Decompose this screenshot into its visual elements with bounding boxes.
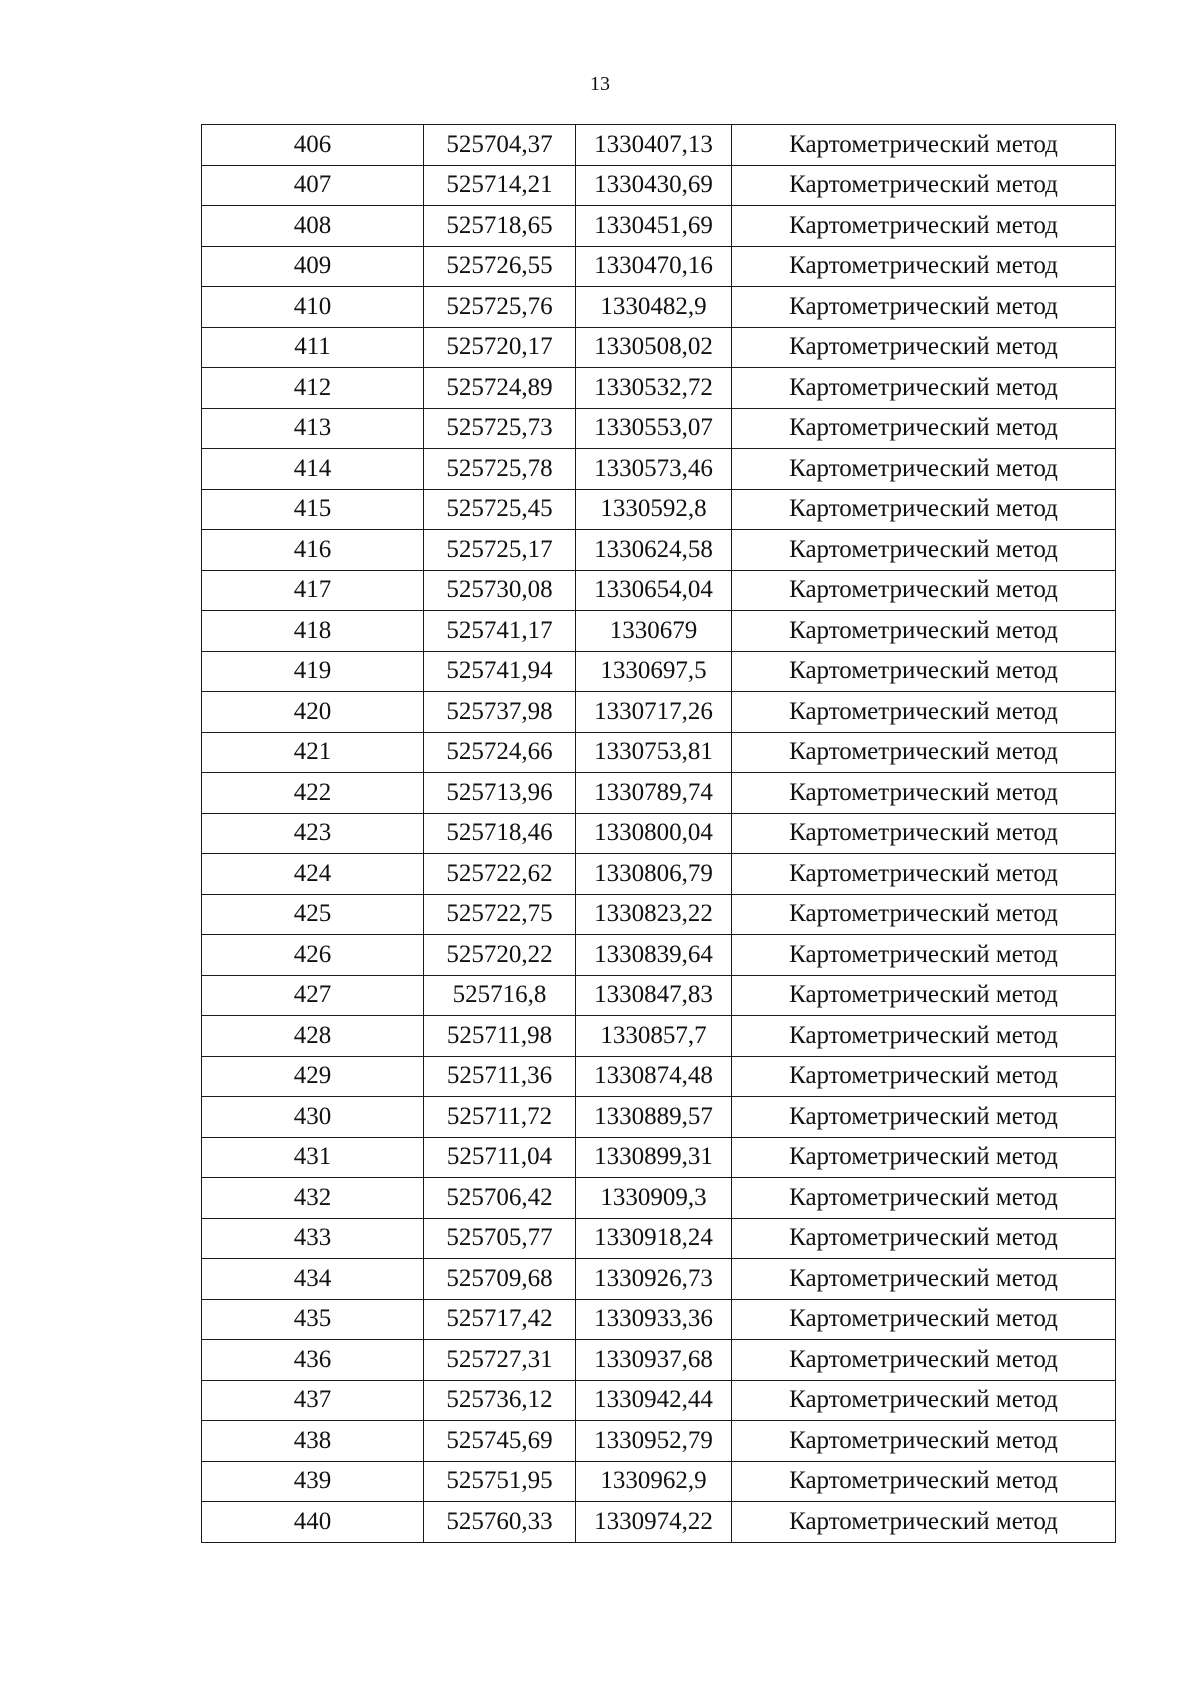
method-cell: Картометрический метод xyxy=(732,530,1116,571)
coordinate-x-cell: 525760,33 xyxy=(424,1502,576,1543)
coordinate-x-cell: 525724,66 xyxy=(424,732,576,773)
coordinate-y-cell: 1330553,07 xyxy=(576,408,732,449)
coordinate-x-cell: 525714,21 xyxy=(424,165,576,206)
coordinate-y-cell: 1330717,26 xyxy=(576,692,732,733)
table-row xyxy=(202,1380,1116,1421)
method-cell: Картометрический метод xyxy=(732,1097,1116,1138)
coordinates-table-body xyxy=(202,125,1116,1543)
table-row xyxy=(202,570,1116,611)
coordinate-y-cell: 1330573,46 xyxy=(576,449,732,490)
coordinate-y-cell: 1330937,68 xyxy=(576,1340,732,1381)
table-row xyxy=(202,125,1116,166)
method-cell: Картометрический метод xyxy=(732,1259,1116,1300)
point-number-cell: 423 xyxy=(202,813,424,854)
point-number-cell: 430 xyxy=(202,1097,424,1138)
table-row xyxy=(202,1218,1116,1259)
coordinate-y-cell: 1330806,79 xyxy=(576,854,732,895)
point-number-cell: 406 xyxy=(202,125,424,166)
coordinate-x-cell: 525751,95 xyxy=(424,1461,576,1502)
coordinate-x-cell: 525725,76 xyxy=(424,287,576,328)
table-row xyxy=(202,773,1116,814)
table-row xyxy=(202,651,1116,692)
method-cell: Картометрический метод xyxy=(732,287,1116,328)
point-number-cell: 413 xyxy=(202,408,424,449)
point-number-cell: 411 xyxy=(202,327,424,368)
method-cell: Картометрический метод xyxy=(732,1421,1116,1462)
coordinate-x-cell: 525717,42 xyxy=(424,1299,576,1340)
coordinate-y-cell: 1330470,16 xyxy=(576,246,732,287)
method-cell: Картометрический метод xyxy=(732,1299,1116,1340)
method-cell: Картометрический метод xyxy=(732,813,1116,854)
coordinate-y-cell: 1330679 xyxy=(576,611,732,652)
coordinate-y-cell: 1330847,83 xyxy=(576,975,732,1016)
coordinate-x-cell: 525704,37 xyxy=(424,125,576,166)
coordinate-x-cell: 525725,45 xyxy=(424,489,576,530)
point-number-cell: 414 xyxy=(202,449,424,490)
point-number-cell: 408 xyxy=(202,206,424,247)
table-row xyxy=(202,368,1116,409)
table-row xyxy=(202,246,1116,287)
method-cell: Картометрический метод xyxy=(732,1380,1116,1421)
point-number-cell: 412 xyxy=(202,368,424,409)
point-number-cell: 425 xyxy=(202,894,424,935)
coordinate-x-cell: 525724,89 xyxy=(424,368,576,409)
method-cell: Картометрический метод xyxy=(732,408,1116,449)
point-number-cell: 438 xyxy=(202,1421,424,1462)
point-number-cell: 416 xyxy=(202,530,424,571)
coordinate-y-cell: 1330654,04 xyxy=(576,570,732,611)
coordinate-x-cell: 525713,96 xyxy=(424,773,576,814)
method-cell: Картометрический метод xyxy=(732,1218,1116,1259)
table-row xyxy=(202,854,1116,895)
coordinate-x-cell: 525720,17 xyxy=(424,327,576,368)
point-number-cell: 437 xyxy=(202,1380,424,1421)
table-row xyxy=(202,975,1116,1016)
coordinate-x-cell: 525736,12 xyxy=(424,1380,576,1421)
method-cell: Картометрический метод xyxy=(732,773,1116,814)
page-number: 13 xyxy=(590,73,610,95)
coordinate-y-cell: 1330592,8 xyxy=(576,489,732,530)
table-row xyxy=(202,1461,1116,1502)
method-cell: Картометрический метод xyxy=(732,1461,1116,1502)
coordinate-y-cell: 1330857,7 xyxy=(576,1016,732,1057)
coordinate-y-cell: 1330962,9 xyxy=(576,1461,732,1502)
table-row xyxy=(202,287,1116,328)
point-number-cell: 439 xyxy=(202,1461,424,1502)
table-row xyxy=(202,206,1116,247)
table-row xyxy=(202,327,1116,368)
coordinate-x-cell: 525725,78 xyxy=(424,449,576,490)
point-number-cell: 434 xyxy=(202,1259,424,1300)
method-cell: Картометрический метод xyxy=(732,894,1116,935)
table-row xyxy=(202,692,1116,733)
coordinate-x-cell: 525730,08 xyxy=(424,570,576,611)
method-cell: Картометрический метод xyxy=(732,206,1116,247)
table-row xyxy=(202,165,1116,206)
coordinate-y-cell: 1330933,36 xyxy=(576,1299,732,1340)
point-number-cell: 431 xyxy=(202,1137,424,1178)
coordinate-x-cell: 525725,73 xyxy=(424,408,576,449)
coordinate-y-cell: 1330508,02 xyxy=(576,327,732,368)
point-number-cell: 418 xyxy=(202,611,424,652)
table-row xyxy=(202,1178,1116,1219)
coordinate-y-cell: 1330909,3 xyxy=(576,1178,732,1219)
method-cell: Картометрический метод xyxy=(732,935,1116,976)
method-cell: Картометрический метод xyxy=(732,1016,1116,1057)
point-number-cell: 422 xyxy=(202,773,424,814)
method-cell: Картометрический метод xyxy=(732,1340,1116,1381)
method-cell: Картометрический метод xyxy=(732,327,1116,368)
coordinate-y-cell: 1330974,22 xyxy=(576,1502,732,1543)
table-row xyxy=(202,1299,1116,1340)
table-row xyxy=(202,408,1116,449)
method-cell: Картометрический метод xyxy=(732,165,1116,206)
coordinate-x-cell: 525737,98 xyxy=(424,692,576,733)
table-row xyxy=(202,1016,1116,1057)
point-number-cell: 429 xyxy=(202,1056,424,1097)
coordinate-y-cell: 1330430,69 xyxy=(576,165,732,206)
point-number-cell: 409 xyxy=(202,246,424,287)
method-cell: Картометрический метод xyxy=(732,1178,1116,1219)
method-cell: Картометрический метод xyxy=(732,1137,1116,1178)
coordinate-x-cell: 525718,46 xyxy=(424,813,576,854)
method-cell: Картометрический метод xyxy=(732,489,1116,530)
coordinate-y-cell: 1330926,73 xyxy=(576,1259,732,1300)
coordinate-y-cell: 1330407,13 xyxy=(576,125,732,166)
coordinate-x-cell: 525711,36 xyxy=(424,1056,576,1097)
table-row xyxy=(202,1421,1116,1462)
coordinate-y-cell: 1330899,31 xyxy=(576,1137,732,1178)
method-cell: Картометрический метод xyxy=(732,732,1116,773)
table-row xyxy=(202,611,1116,652)
coordinate-x-cell: 525741,17 xyxy=(424,611,576,652)
coordinate-x-cell: 525722,62 xyxy=(424,854,576,895)
table-row xyxy=(202,935,1116,976)
table-row xyxy=(202,489,1116,530)
coordinates-table xyxy=(201,124,1116,1543)
coordinate-x-cell: 525711,72 xyxy=(424,1097,576,1138)
point-number-cell: 426 xyxy=(202,935,424,976)
point-number-cell: 440 xyxy=(202,1502,424,1543)
coordinate-y-cell: 1330839,64 xyxy=(576,935,732,976)
point-number-cell: 436 xyxy=(202,1340,424,1381)
table-row xyxy=(202,1056,1116,1097)
method-cell: Картометрический метод xyxy=(732,1056,1116,1097)
coordinate-y-cell: 1330482,9 xyxy=(576,287,732,328)
point-number-cell: 419 xyxy=(202,651,424,692)
point-number-cell: 417 xyxy=(202,570,424,611)
method-cell: Картометрический метод xyxy=(732,692,1116,733)
coordinate-y-cell: 1330952,79 xyxy=(576,1421,732,1462)
method-cell: Картометрический метод xyxy=(732,570,1116,611)
coordinate-y-cell: 1330697,5 xyxy=(576,651,732,692)
coordinate-y-cell: 1330624,58 xyxy=(576,530,732,571)
table-row xyxy=(202,530,1116,571)
coordinate-x-cell: 525726,55 xyxy=(424,246,576,287)
point-number-cell: 421 xyxy=(202,732,424,773)
coordinate-y-cell: 1330874,48 xyxy=(576,1056,732,1097)
coordinate-x-cell: 525711,04 xyxy=(424,1137,576,1178)
coordinate-x-cell: 525718,65 xyxy=(424,206,576,247)
coordinate-y-cell: 1330753,81 xyxy=(576,732,732,773)
table-row xyxy=(202,1502,1116,1543)
coordinate-x-cell: 525741,94 xyxy=(424,651,576,692)
method-cell: Картометрический метод xyxy=(732,125,1116,166)
coordinate-y-cell: 1330789,74 xyxy=(576,773,732,814)
coordinate-y-cell: 1330889,57 xyxy=(576,1097,732,1138)
method-cell: Картометрический метод xyxy=(732,854,1116,895)
coordinate-x-cell: 525706,42 xyxy=(424,1178,576,1219)
point-number-cell: 428 xyxy=(202,1016,424,1057)
coordinate-x-cell: 525745,69 xyxy=(424,1421,576,1462)
coordinate-x-cell: 525725,17 xyxy=(424,530,576,571)
coordinate-y-cell: 1330532,72 xyxy=(576,368,732,409)
table-row xyxy=(202,449,1116,490)
coordinate-x-cell: 525720,22 xyxy=(424,935,576,976)
coordinate-x-cell: 525716,8 xyxy=(424,975,576,1016)
point-number-cell: 424 xyxy=(202,854,424,895)
point-number-cell: 433 xyxy=(202,1218,424,1259)
table-row xyxy=(202,894,1116,935)
coordinate-y-cell: 1330942,44 xyxy=(576,1380,732,1421)
method-cell: Картометрический метод xyxy=(732,246,1116,287)
coordinate-y-cell: 1330800,04 xyxy=(576,813,732,854)
point-number-cell: 432 xyxy=(202,1178,424,1219)
point-number-cell: 420 xyxy=(202,692,424,733)
coordinate-y-cell: 1330823,22 xyxy=(576,894,732,935)
table-row xyxy=(202,813,1116,854)
coordinate-x-cell: 525711,98 xyxy=(424,1016,576,1057)
point-number-cell: 410 xyxy=(202,287,424,328)
point-number-cell: 407 xyxy=(202,165,424,206)
coordinate-x-cell: 525727,31 xyxy=(424,1340,576,1381)
method-cell: Картометрический метод xyxy=(732,368,1116,409)
table-row xyxy=(202,1097,1116,1138)
table-row xyxy=(202,1259,1116,1300)
table-row xyxy=(202,1340,1116,1381)
method-cell: Картометрический метод xyxy=(732,611,1116,652)
point-number-cell: 427 xyxy=(202,975,424,1016)
point-number-cell: 435 xyxy=(202,1299,424,1340)
coordinate-x-cell: 525709,68 xyxy=(424,1259,576,1300)
method-cell: Картометрический метод xyxy=(732,975,1116,1016)
table-row xyxy=(202,1137,1116,1178)
method-cell: Картометрический метод xyxy=(732,1502,1116,1543)
coordinate-x-cell: 525722,75 xyxy=(424,894,576,935)
method-cell: Картометрический метод xyxy=(732,449,1116,490)
coordinate-y-cell: 1330918,24 xyxy=(576,1218,732,1259)
method-cell: Картометрический метод xyxy=(732,651,1116,692)
coordinate-x-cell: 525705,77 xyxy=(424,1218,576,1259)
point-number-cell: 415 xyxy=(202,489,424,530)
coordinate-y-cell: 1330451,69 xyxy=(576,206,732,247)
table-row xyxy=(202,732,1116,773)
